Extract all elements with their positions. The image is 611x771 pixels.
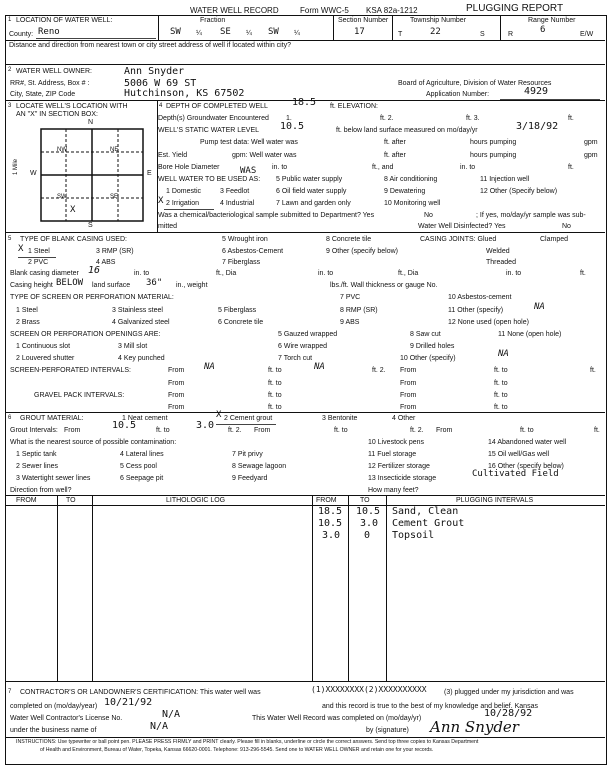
gp-from-4: From <box>400 404 417 411</box>
gw-ft: ft. <box>568 115 574 122</box>
table-row[interactable]: Cement Grout <box>392 518 465 529</box>
gp-from-2: From <box>400 392 417 399</box>
casing-height-inches[interactable]: 36" <box>146 278 163 288</box>
grout-to-2: ft. to <box>334 427 348 434</box>
owner-address[interactable]: 5006 W 69 ST <box>124 78 197 89</box>
yield-tail: gpm: Well water was <box>232 152 297 159</box>
gp-to-2: ft. to <box>494 392 508 399</box>
si-to-1-value[interactable]: NA <box>314 362 325 372</box>
diam-in-to-2: in. to <box>318 270 334 277</box>
static-level-label: WELL'S STATIC WATER LEVEL <box>158 127 260 134</box>
fraction-label: Fraction <box>200 17 226 24</box>
table-row[interactable]: 10.5 <box>356 506 381 517</box>
joints-clamped[interactable]: Clamped <box>540 236 569 243</box>
gw-3: ft. 3. <box>466 115 480 122</box>
owner-label: WATER WELL OWNER: <box>16 68 92 75</box>
grout-other[interactable]: 4 Other <box>392 415 416 422</box>
section-7-number: 7 <box>8 689 12 695</box>
contam-watertight-sewer[interactable]: 3 Watertight sewer lines <box>16 475 91 482</box>
distance-label: Distance and direction from nearest town or city street address of well if located within city? <box>9 42 292 49</box>
completed-date[interactable]: 10/21/92 <box>104 697 153 708</box>
diam-ft-dia: ft., Dia <box>216 270 237 277</box>
screen-abs[interactable]: 9 ABS <box>340 319 360 326</box>
plugging-report-title: PLUGGING REPORT <box>466 3 564 14</box>
gp-to-3: ft. to <box>268 404 282 411</box>
compass-n: N <box>88 119 94 126</box>
depth-value[interactable]: 18.5 <box>292 97 317 108</box>
si-ft-2: ft. <box>590 367 596 374</box>
gp-to-4: ft. to <box>494 404 508 411</box>
bore-in-to-2: in. to <box>460 164 476 171</box>
gp-to-1: ft. to <box>268 392 282 399</box>
si-ft-1: ft. 2. <box>372 367 386 374</box>
well-location-mark: X <box>70 205 76 215</box>
casing-steel[interactable]: 1 Steel <box>28 248 50 255</box>
grout-bentonite[interactable]: 3 Bentonite <box>322 415 358 422</box>
screen-concrete[interactable]: 6 Concrete tile <box>218 319 264 326</box>
perf-continuous[interactable]: 1 Continuous slot <box>16 343 71 350</box>
weight-label: in., weight <box>176 282 208 289</box>
township-value[interactable]: 22 <box>430 27 441 37</box>
use-irrigation[interactable]: 2 Irrigation <box>166 200 200 207</box>
gp-from-1: From <box>168 392 185 399</box>
casing-height-tail: land surface <box>92 282 131 289</box>
section-1-number: 1 <box>8 17 12 23</box>
si-to-1: ft. to <box>268 367 282 374</box>
static-level-tail: ft. below land surface measured on mo/day/yr <box>336 127 478 134</box>
diameter-value[interactable]: 16 <box>88 265 101 276</box>
contam-feedyard[interactable]: 9 Feedyard <box>232 475 268 482</box>
certification-tail: (3) plugged under my jurisdiction and was <box>444 689 574 696</box>
screen-fiberglass[interactable]: 5 Fiberglass <box>218 307 257 314</box>
static-level-date[interactable]: 3/18/92 <box>516 121 559 132</box>
range-value[interactable]: 6 <box>540 25 546 35</box>
city-label: City, State, ZIP Code <box>10 91 76 98</box>
pump-gpm: gpm <box>584 139 598 146</box>
disinfected-label: Water Well Disinfected? Yes <box>418 223 506 230</box>
address-label: RR#, St. Address, Box # : <box>10 80 90 87</box>
record-completed-label: This Water Well Record was completed on (mo/day/yr) <box>252 715 422 722</box>
si-to-2: ft. to <box>494 367 508 374</box>
screen-asbestos[interactable]: 10 Asbestos-cement <box>448 294 512 301</box>
section-number-value[interactable]: 17 <box>354 27 365 37</box>
grout-intervals-label: Grout Intervals: <box>10 427 58 434</box>
use-irrigation-mark: X <box>158 196 164 206</box>
pump-test-label: Pump test data: Well water was <box>200 139 298 146</box>
perf-gauzed[interactable]: 5 Gauzed wrapped <box>278 331 338 338</box>
county-value[interactable]: Reno <box>38 27 60 37</box>
contam-insecticide[interactable]: 13 Insecticide storage <box>368 475 437 482</box>
casing-wrought-iron[interactable]: 5 Wrought iron <box>222 236 268 243</box>
gw-1: 1. <box>286 115 292 122</box>
perf-key-punched[interactable]: 4 Key punched <box>118 355 165 362</box>
screen-none[interactable]: 12 None used (open hole) <box>448 319 529 326</box>
quarter-mark-1: ¼ <box>196 30 202 37</box>
screen-stainless[interactable]: 3 Stainless steel <box>112 307 163 314</box>
grout-cement-mark: X <box>216 410 222 420</box>
grout-from-2: From <box>254 427 271 434</box>
pump-after: ft. after <box>384 139 406 146</box>
casing-height-label: Casing height <box>10 282 53 289</box>
chem-sample-label: Was a chemical/bacteriological sample submitted to Department? Yes <box>158 212 375 219</box>
use-dewatering[interactable]: 9 Dewatering <box>384 188 426 195</box>
table-row[interactable]: Sand, Clean <box>392 506 459 517</box>
bore-in-to: in. to <box>272 164 288 171</box>
screen-steel[interactable]: 1 Steel <box>16 307 38 314</box>
diam-in-to: in. to <box>134 270 150 277</box>
grout-neat-cement[interactable]: 1 Neat cement <box>122 415 168 422</box>
range-ew: E/W <box>580 31 594 38</box>
use-air-conditioning[interactable]: 8 Air conditioning <box>384 176 438 183</box>
table-row[interactable]: Topsoil <box>392 530 435 541</box>
screen-pvc[interactable]: 7 PVC <box>340 294 361 301</box>
bore-ft: ft. <box>568 164 574 171</box>
table-row[interactable]: 18.5 <box>318 506 343 517</box>
range-r: R <box>508 31 514 38</box>
chem-tail: ; If yes, mo/day/yr sample was sub- <box>476 212 586 219</box>
grout-to-label: ft. to <box>156 427 170 434</box>
grout-material-label: GROUT MATERIAL: <box>20 415 84 422</box>
casing-rmp[interactable]: 3 RMP (SR) <box>96 248 134 255</box>
use-lawn-garden[interactable]: 7 Lawn and garden only <box>276 200 351 207</box>
contam-other-specify[interactable]: Cultivated Field <box>472 469 559 479</box>
disinfected-no[interactable]: No <box>562 223 571 230</box>
plug-to-header: TO <box>360 497 370 504</box>
contam-oil-gas[interactable]: 15 Oil well/Gas well <box>488 451 550 458</box>
casing-fiberglass[interactable]: 7 Fiberglass <box>222 259 261 266</box>
owner-city[interactable]: Hutchinson, KS 67502 <box>124 88 245 99</box>
use-monitoring[interactable]: 10 Monitoring well <box>384 200 441 207</box>
pump-hours: hours pumping <box>470 139 517 146</box>
table-row[interactable]: 3.0 <box>322 530 341 541</box>
fraction-q3[interactable]: SW <box>268 27 279 37</box>
casing-concrete-tile[interactable]: 8 Concrete tile <box>326 236 372 243</box>
contam-livestock[interactable]: 10 Livestock pens <box>368 439 425 446</box>
joints-threaded[interactable]: Threaded <box>486 259 516 266</box>
grout-from-3: From <box>436 427 453 434</box>
compass-s: S <box>88 222 93 229</box>
section-4-number: 4 <box>159 103 163 109</box>
direction-label: Direction from well? <box>10 487 72 494</box>
section-3-number: 3 <box>8 103 12 109</box>
owner-name[interactable]: Ann Snyder <box>124 66 185 77</box>
application-label: Application Number: <box>426 91 490 98</box>
grout-from-value[interactable]: 10.5 <box>112 420 137 431</box>
screen-galvanized[interactable]: 4 Galvanized steel <box>112 319 170 326</box>
instructions-line-2: of Health and Environment, Bureau of Water, Topeka, Kansas 66620-0001. Telephone: 913-296-5545. Send one to WATER WELL OWNER and retain one for your records. <box>40 747 434 753</box>
use-was: WAS <box>240 166 257 176</box>
depth-label: DEPTH OF COMPLETED WELL <box>166 103 268 110</box>
diam-ft-dia-2: ft., Dia <box>398 270 419 277</box>
license-label: Water Well Contractor's License No. <box>10 715 123 722</box>
grout-ft-1: ft. 2. <box>228 427 242 434</box>
perf-openings-label: SCREEN OR PERFORATION OPENINGS ARE: <box>10 331 161 338</box>
use-injection-well[interactable]: 11 Injection well <box>480 176 530 183</box>
groundwater-label: Depth(s) Groundwater Encountered <box>158 115 269 122</box>
perf-none[interactable]: 11 None (open hole) <box>498 331 562 338</box>
chem-mitted: mitted <box>158 223 178 230</box>
screen-rmp[interactable]: 8 RMP (SR) <box>340 307 378 314</box>
true-statement: and this record is true to the best of my knowledge and belief. Kansas <box>322 703 538 710</box>
gravel-intervals-label: GRAVEL PACK INTERVALS: <box>34 392 125 399</box>
record-completed-date[interactable]: 10/28/92 <box>484 708 533 719</box>
section-number-label: Section Number <box>338 17 389 24</box>
screen-brass[interactable]: 2 Brass <box>16 319 40 326</box>
quadrant-nw: NW <box>57 147 67 153</box>
instructions-line-1: INSTRUCTIONS: Use typewriter or ball point pen. PLEASE PRESS FIRMLY and PRINT clearly. Please fill in blanks, underline or circle the correct answers. Send top three copies to Kansas Department <box>16 739 479 745</box>
contam-seepage[interactable]: 6 Seepage pit <box>120 475 164 482</box>
perf-other[interactable]: 10 Other (specify) <box>400 355 456 362</box>
contam-fuel[interactable]: 11 Fuel storage <box>368 451 417 458</box>
township-t: T <box>398 31 403 38</box>
bore-and: ft., and <box>372 164 394 171</box>
joints-welded[interactable]: Welded <box>486 248 510 255</box>
elevation-label: ft. ELEVATION: <box>330 103 378 110</box>
contamination-label: What is the nearest source of possible contamination: <box>10 439 177 446</box>
certification-label: CONTRACTOR'S OR LANDOWNER'S CERTIFICATION: This water well was <box>20 689 261 696</box>
signature-label: by (signature) <box>366 727 409 734</box>
compass-e: E <box>147 170 152 177</box>
plugging-intervals-header: PLUGGING INTERVALS <box>456 497 534 504</box>
yield-after: ft. after <box>384 152 406 159</box>
quadrant-se: SE <box>110 194 119 200</box>
contam-lateral[interactable]: 4 Lateral lines <box>120 451 164 458</box>
contam-abandoned-well[interactable]: 14 Abandoned water well <box>488 439 567 446</box>
grout-ft-3: ft. <box>594 427 600 434</box>
use-other[interactable]: 12 Other (Specify below) <box>480 188 558 195</box>
contam-pit-privy[interactable]: 7 Pit privy <box>232 451 263 458</box>
chem-no[interactable]: No <box>424 212 433 219</box>
perf-louvered[interactable]: 2 Louvered shutter <box>16 355 75 362</box>
mile-label: 1 Mile <box>13 158 20 176</box>
casing-abs[interactable]: 4 ABS <box>96 259 116 266</box>
bore-label: Bore Hole Diameter <box>158 164 220 171</box>
quadrant-ne: NE <box>110 147 119 153</box>
form-title: WATER WELL RECORD <box>190 6 279 15</box>
table-row[interactable]: 0 <box>364 530 371 541</box>
grout-cement-grout[interactable]: 2 Cement grout <box>224 415 273 422</box>
log-from-header: FROM <box>16 497 37 504</box>
fraction-q1[interactable]: SW <box>170 27 181 37</box>
si-from-1: From <box>168 367 185 374</box>
section-box[interactable] <box>40 128 144 222</box>
si-from-1-value[interactable]: NA <box>204 362 215 372</box>
board-label: Board of Agriculture, Division of Water Resources <box>398 80 552 87</box>
use-label: WELL WATER TO BE USED AS: <box>158 176 261 183</box>
casing-other[interactable]: 9 Other (specify below) <box>326 248 398 255</box>
yield-gpm: gpm <box>584 152 598 159</box>
completed-label: completed on (mo/day/year) <box>10 703 98 710</box>
quadrant-sw: SW <box>57 194 67 200</box>
section-6-number: 6 <box>8 415 12 421</box>
weight-tail: lbs./ft. Wall thickness or gauge No. <box>330 282 438 289</box>
business-name-label: under the business name of <box>10 727 97 734</box>
how-many-feet-label: How many feet? <box>368 487 419 494</box>
joints-glued[interactable]: CASING JOINTS: Glued <box>420 236 497 243</box>
contam-sewage-lagoon[interactable]: 8 Sewage lagoon <box>232 463 287 470</box>
county-label: County: <box>9 31 34 38</box>
gw-2: ft. 2. <box>380 115 394 122</box>
casing-height-value[interactable]: BELOW <box>56 278 84 288</box>
screen-other-value[interactable]: NA <box>534 302 545 312</box>
grout-ft-2: ft. 2. <box>410 427 424 434</box>
fraction-q2[interactable]: SE <box>220 27 231 37</box>
yield-label: Est. Yield <box>158 152 188 159</box>
screen-other[interactable]: 11 Other (specify) <box>448 307 504 314</box>
diam-in-to-3: in. to <box>506 270 522 277</box>
perf-saw-cut[interactable]: 8 Saw cut <box>410 331 441 338</box>
use-domestic[interactable]: 1 Domestic <box>166 188 202 195</box>
lithologic-log-header: LITHOLOGIC LOG <box>166 497 226 504</box>
si-from-3: From <box>168 380 185 387</box>
diam-ft: ft. <box>580 270 586 277</box>
casing-asbestos[interactable]: 6 Asbestos-Cement <box>222 248 284 255</box>
grout-from-label: From <box>64 427 81 434</box>
contam-other[interactable]: 16 Other (specify below) <box>488 463 564 470</box>
si-to-3: ft. to <box>268 380 282 387</box>
plug-from-header: FROM <box>316 497 337 504</box>
business-name-value[interactable]: N/A <box>150 721 169 732</box>
compass-w: W <box>30 170 37 177</box>
signature[interactable]: Ann Snyder <box>430 718 519 736</box>
contam-septic[interactable]: 1 Septic tank <box>16 451 57 458</box>
use-industrial[interactable]: 4 Industrial <box>220 200 255 207</box>
locate-label-2: AN "X" IN SECTION BOX: <box>16 111 98 118</box>
application-number[interactable]: 4929 <box>524 86 549 97</box>
perf-mill-slot[interactable]: 3 Mill slot <box>118 343 148 350</box>
locate-label-1: LOCATE WELL'S LOCATION WITH <box>16 103 128 110</box>
use-feedlot[interactable]: 3 Feedlot <box>220 188 250 195</box>
perf-other-value[interactable]: NA <box>498 349 509 359</box>
screen-intervals-label: SCREEN-PERFORATED INTERVALS: <box>10 367 131 374</box>
certification-struck-options: (1)XXXXXXXX(2)XXXXXXXXXX <box>311 685 427 694</box>
yield-hours: hours pumping <box>470 152 517 159</box>
gp-from-3: From <box>168 404 185 411</box>
ksa-ref: KSA 82a-1212 <box>366 6 418 15</box>
quarter-mark-2: ¼ <box>246 30 252 37</box>
license-value[interactable]: N/A <box>162 709 181 720</box>
contam-cess-pool[interactable]: 5 Cess pool <box>120 463 157 470</box>
location-label: LOCATION OF WATER WELL: <box>16 17 113 24</box>
township-label: Township Number <box>410 17 467 24</box>
form-number: Form WWC-5 <box>300 6 349 15</box>
table-row[interactable]: 3.0 <box>360 518 379 529</box>
contam-fertilizer[interactable]: 12 Fertilizer storage <box>368 463 430 470</box>
si-from-2: From <box>400 367 417 374</box>
grout-to-value[interactable]: 3.0 <box>196 420 215 431</box>
log-to-header: TO <box>66 497 76 504</box>
table-row[interactable]: 10.5 <box>318 518 343 529</box>
section-5-number: 5 <box>8 236 12 242</box>
si-from-4: From <box>400 380 417 387</box>
casing-steel-mark: X <box>18 244 24 254</box>
perf-torch-cut[interactable]: 7 Torch cut <box>278 355 313 362</box>
static-level-value[interactable]: 10.5 <box>280 121 305 132</box>
section-2-number: 2 <box>8 67 12 73</box>
range-label: Range Number <box>528 17 576 24</box>
perf-wire-wrapped[interactable]: 6 Wire wrapped <box>278 343 328 350</box>
contam-sewer[interactable]: 2 Sewer lines <box>16 463 59 470</box>
use-public-water[interactable]: 5 Public water supply <box>276 176 343 183</box>
diameter-label: Blank casing diameter <box>10 270 79 277</box>
casing-pvc[interactable]: 2 PVC <box>28 259 49 266</box>
screen-material-label: TYPE OF SCREEN OR PERFORATION MATERIAL: <box>10 294 174 301</box>
use-oil-field[interactable]: 6 Oil field water supply <box>276 188 347 195</box>
si-to-4: ft. to <box>494 380 508 387</box>
perf-drilled[interactable]: 9 Drilled holes <box>410 343 455 350</box>
quarter-mark-3: ¼ <box>294 30 300 37</box>
casing-type-label: TYPE OF BLANK CASING USED: <box>20 236 127 243</box>
township-s: S <box>480 31 485 38</box>
grout-to-3: ft. to <box>520 427 534 434</box>
